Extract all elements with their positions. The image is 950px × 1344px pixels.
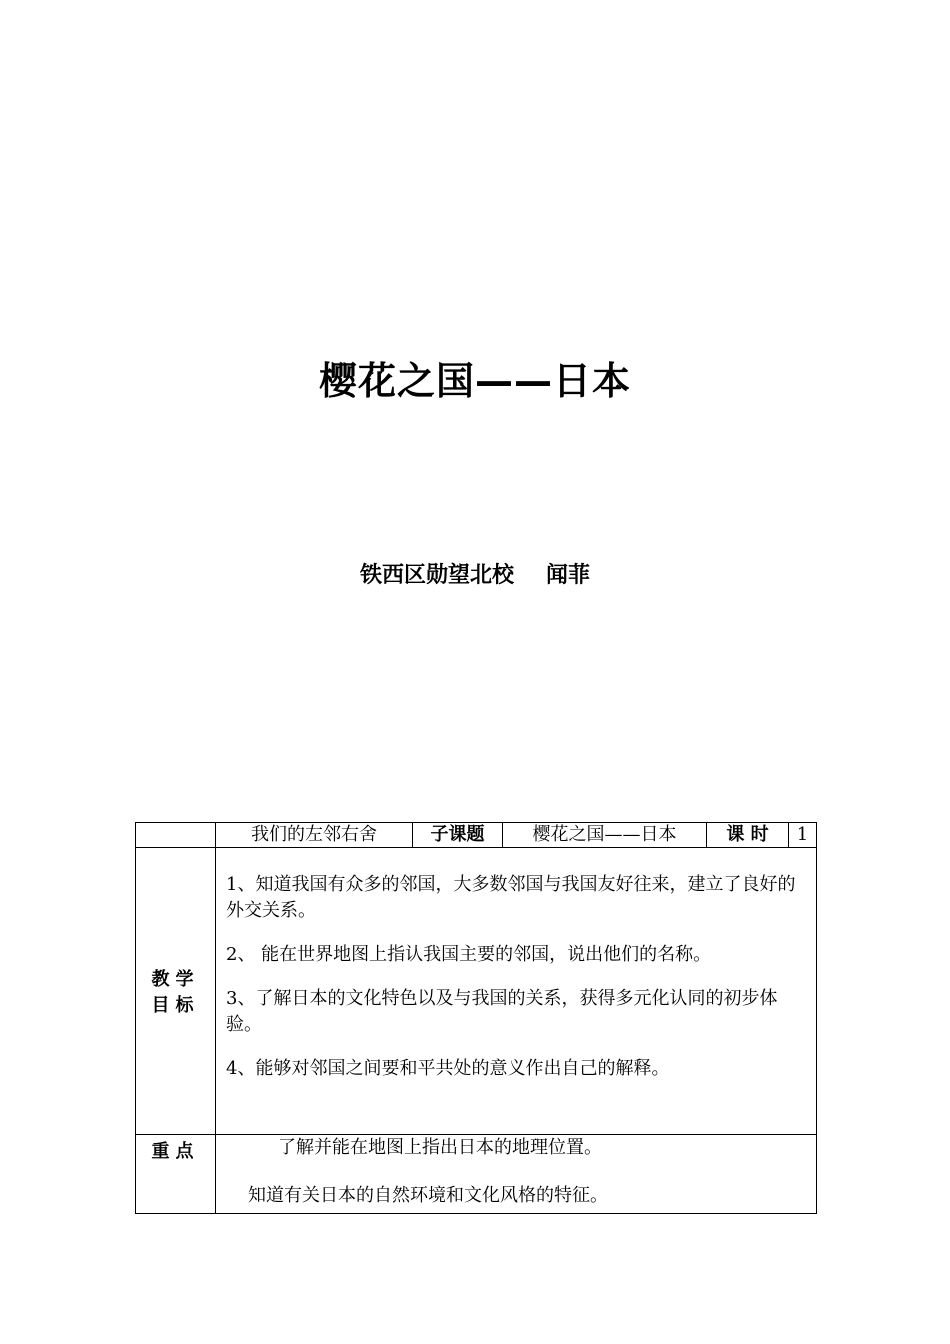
author-name: 闻菲 xyxy=(546,563,591,588)
hours-value-cell: 1 xyxy=(789,823,817,848)
author-line xyxy=(0,558,950,589)
keypoints-row xyxy=(136,1135,817,1214)
goals-content-cell xyxy=(216,848,817,1135)
table-header-row xyxy=(136,823,817,848)
goals-label-line1: 教学 xyxy=(151,969,200,990)
goal-item: 2、 能在世界地图上指认我国主要的邻国，说出他们的名称。 xyxy=(226,944,712,965)
school-name: 铁西区勋望北校 xyxy=(359,563,514,588)
goal-item: 3、了解日本的文化特色以及与我国的关系，获得多元化认同的初步体验。 xyxy=(226,988,778,1035)
subtopic-label-cell: 子课题 xyxy=(413,823,503,848)
keypoints-label-cell: 重点 xyxy=(136,1135,216,1214)
unit-title-cell: 我们的左邻右舍 xyxy=(216,823,413,848)
document-title: 樱花之国——日本 xyxy=(318,359,631,403)
goal-item: 4、能够对邻国之间要和平共处的意义作出自己的解释。 xyxy=(226,1058,670,1079)
header-blank-cell xyxy=(136,823,216,848)
keypoints-content-cell xyxy=(216,1135,817,1214)
keypoint-item: 知道有关日本的自然环境和文化风格的特征。 xyxy=(248,1185,608,1206)
goal-item: 1、知道我国有众多的邻国，大多数邻国与我国友好往来，建立了良好的外交关系。 xyxy=(226,874,796,921)
lesson-plan-table xyxy=(135,822,817,1214)
goals-label-line2: 目标 xyxy=(151,995,200,1016)
goals-label-cell xyxy=(136,848,216,1135)
goals-row xyxy=(136,848,817,1135)
keypoint-item: 了解并能在地图上指出日本的地理位置。 xyxy=(278,1137,602,1158)
subtopic-value-cell: 樱花之国——日本 xyxy=(503,823,707,848)
hours-label-cell: 课 时 xyxy=(707,823,789,848)
